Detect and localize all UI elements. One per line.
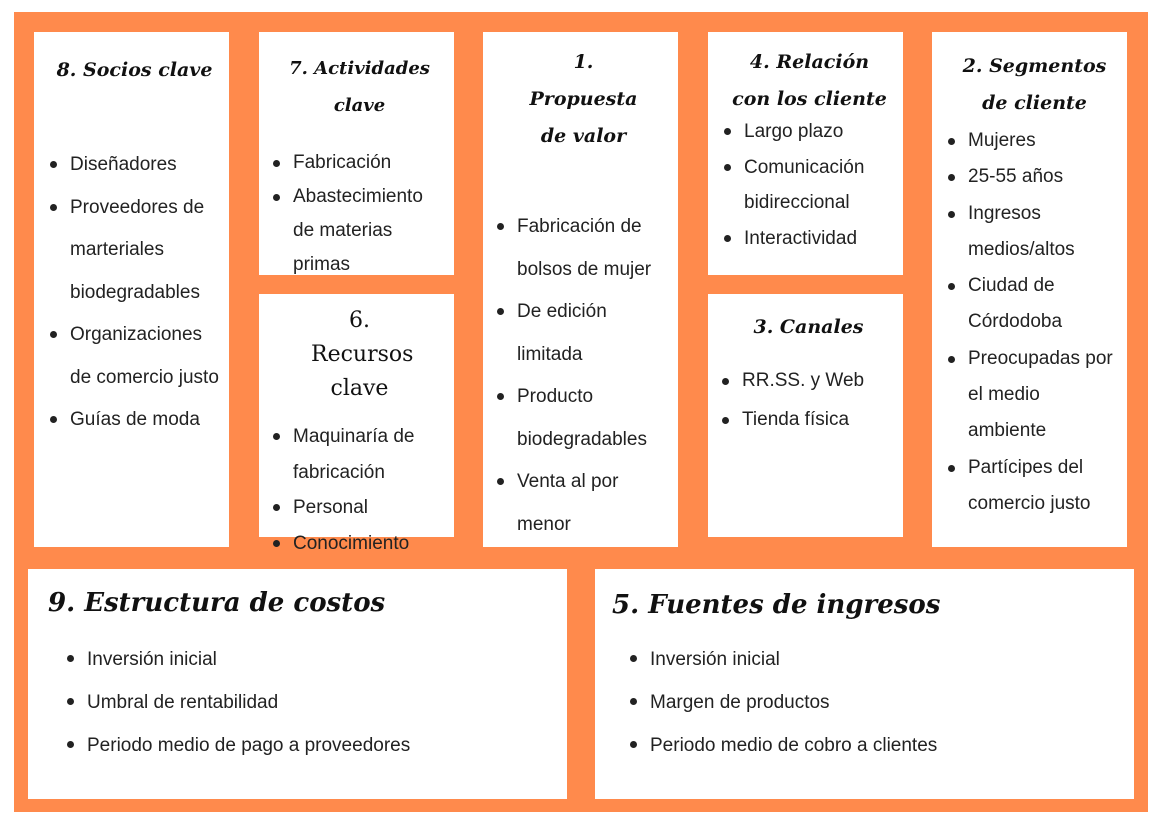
socios-clave-box (34, 32, 229, 547)
list-item: Fabricación (271, 146, 448, 180)
list-item: Ciudad de Córdodoba (946, 268, 1123, 341)
recursos-clave-box (259, 294, 454, 554)
canales-box (708, 294, 903, 537)
list-item: Periodo medio de pago a proveedores (65, 724, 557, 767)
list-item: Umbral de rentabilidad (65, 681, 557, 724)
list-item: Ingresos medios/altos (946, 196, 1123, 269)
list-item: Maquinaría de fabricación (271, 419, 448, 490)
list-item: De edición limitada (495, 291, 672, 376)
estructura-costos-box (28, 569, 567, 799)
actividades-clave-title: 7. Actividades clave (289, 58, 430, 116)
list-item: 25-55 años (946, 159, 1123, 195)
propuesta-valor-title: 1. Propuesta de valor (529, 51, 638, 147)
list-item: Organizaciones de comercio justo (48, 314, 221, 399)
relacion-clientes-title: 4. Relación con los cliente (732, 51, 887, 110)
list-item: Producto biodegradables (495, 376, 672, 461)
socios-clave-list (48, 144, 221, 442)
segmentos-cliente-box (932, 32, 1127, 547)
estructura-costos-list (48, 638, 557, 767)
relacion-clientes-list (722, 114, 897, 256)
actividades-clave-list (271, 146, 448, 282)
actividades-clave-box (259, 32, 454, 275)
list-item: RR.SS. y Web (720, 362, 897, 401)
list-item: Largo plazo (722, 114, 897, 150)
relacion-clientes-box (708, 32, 903, 275)
segmentos-cliente-list (946, 123, 1123, 522)
fuentes-ingresos-list (612, 638, 1124, 767)
socios-clave-title: 8. Socios clave (56, 59, 213, 81)
propuesta-valor-box (483, 32, 678, 547)
business-model-canvas (14, 12, 1148, 812)
canales-list (720, 362, 897, 439)
fuentes-ingresos-box (595, 569, 1134, 799)
list-item: Mujeres (946, 123, 1123, 159)
canales-title: 3. Canales (753, 316, 864, 338)
list-item: Margen de productos (628, 681, 1124, 724)
list-item: Abastecimiento de materias primas (271, 180, 448, 282)
estructura-costos-title: 9. Estructura de costos (48, 588, 386, 618)
list-item: Personal (271, 490, 448, 526)
list-item: Interactividad (722, 221, 897, 257)
recursos-clave-title: 6. Recursos clave (311, 308, 414, 401)
list-item: Tienda física (720, 401, 897, 440)
list-item: Periodo medio de cobro a clientes (628, 724, 1124, 767)
list-item: Partícipes del comercio justo (946, 450, 1123, 523)
list-item: Guías de moda (48, 399, 221, 442)
list-item: Proveedores de marteriales biodegradables (48, 187, 221, 315)
list-item: Conocimiento (271, 526, 448, 562)
list-item: Venta al por menor (495, 461, 672, 546)
recursos-clave-list (271, 419, 448, 561)
list-item: Fabricación de bolsos de mujer (495, 206, 672, 291)
list-item: Inversión inicial (628, 638, 1124, 681)
segmentos-cliente-title: 2. Segmentos de cliente (962, 55, 1107, 114)
list-item: Diseñadores (48, 144, 221, 187)
list-item: Comunicación bidireccional (722, 150, 897, 221)
list-item: Preocupadas por el medio ambiente (946, 341, 1123, 450)
fuentes-ingresos-title: 5. Fuentes de ingresos (612, 590, 941, 620)
propuesta-valor-list (495, 206, 672, 546)
list-item: Inversión inicial (65, 638, 557, 681)
